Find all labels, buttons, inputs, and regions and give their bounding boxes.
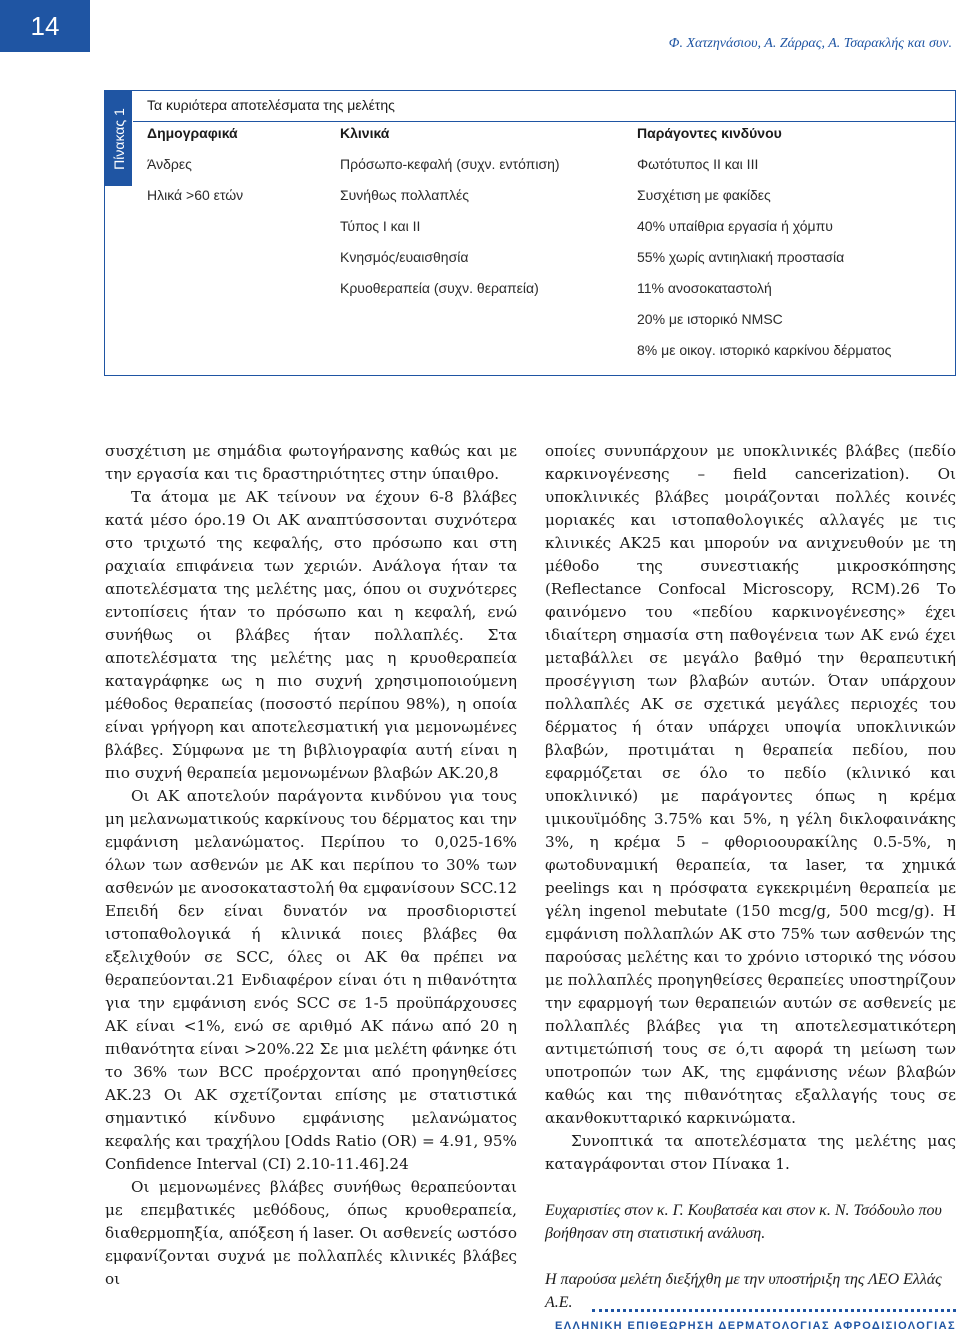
body-paragraph: οποίες συνυπάρχουν με υποκλινικές βλάβες (πεδίο καρκινογένεσης – field cancerization). Οι υποκλινικές βλάβες μοιράζονται πολλές κοινές μοριακές και ιστοπαθολογικές αλλαγές με τις κλινικές ΑΚ25 και μπορούν να ανιχνευθούν με τη μέθοδο της συνεστιακής μικροσκόπησης (Reflectance Confocal Microscopy, RCM).26 Το φαινόμενο του «πεδίου καρκινογένεσης» έχει ιδιαίτερη σημασία στη παθογένεια των ΑΚ ενώ έχει μεταβάλλει σε μεγάλο βαθμό την θεραπευτική προσέγγιση των βλαβών αυτών. Όταν υπάρχουν πολλαπλές ΑΚ σε σχετικά μεγάλες περιοχές του δέρματος ή όταν υπάρχει υποψία υποκλινικών βλαβών, προτιμάται η θεραπεία πεδίου, που εφαρμόζεται σε όλο το πεδίο (κλινικό και υποκλινικό) με παράγοντες όπως η κρέμα ιμικουϊμόδης 3.75% και 5%, η γέλη δικλοφαινάκης 3%, η κρέμα 5 – φθοριοουρακίλης 0.5-5%, η φωτοδυναμική θεραπεία, τα laser, τα χημικά peelings και η πρόσφατα εγκεκριμένη θεραπεία με γέλη ingenol mebutate (150 mcg/g, 500 mcg/g). Η εμφάνιση πολλαπλών ΑΚ στο 75% των ασθενών της παρούσας μελέτης και το χρόνιο ιστορικό της νόσου με πολλαπλές προηγηθείσες θεραπείες υποστηρίζουν την εφαρμογή των θεραπειών αυτών σε ασθενείς με πολλαπλές βλάβες για τη αποτελεσματικότερη αντιμετώπισή τους σε ό,τι αφορά τη μείωση των υποτροπών των ΑΚ, της εμφάνισης νέων βλαβών καθώς και της πιθανότητας εξαλλαγής τους σε ακανθοκυτταρικό καρκινώματα. <box>545 442 956 1127</box>
footer-dotted-rule <box>592 1309 956 1312</box>
body-paragraph: Τα άτομα με ΑΚ τείνουν να έχουν 6-8 βλάβες κατά μέσο όρο.19 Οι ΑΚ αναπτύσσονται συχνότερα στο τριχωτό της κεφαλής, στο πρόσωπο και στη ραχιαία επιφάνεια των χεριών. Ανάλογα ήταν τα αποτελέσματα της μελέτης μας, όπου οι συχνότερες εντοπίσεις ήταν το πρόσωπο και η κεφαλή, ενώ συνήθως οι βλάβες ήταν πολλαπλές. Στα αποτελέσματα της μελέτης μας η κρυοθεραπεία καταγράφηκε ως η πιο συχνή χρησιμοποιούμενη μέθοδος θεραπείας (ποσοστό περίπου 98%), η οποία είναι γρήγορη και αποτελεσματική για μεμονωμένες βλάβες. Σύμφωνα με τη βιβλιογραφία αυτή είναι η πιο συχνή θεραπεία μεμονωμένων βλαβών ΑΚ.20,8 <box>105 488 517 782</box>
table-column-header: Κλινικά <box>340 125 390 141</box>
funding-statement: Η παρούσα μελέτη διεξήχθη με την υποστήριξη της ΛΕΟ Ελλάς Α.Ε. <box>545 1271 942 1311</box>
table-cell: Τύπος Ι και ΙΙ <box>340 218 421 234</box>
running-header-authors: Φ. Χατzηνάσιου, Α. Ζάρρας, Α. Τσαρακλής και συν. <box>668 36 952 51</box>
table-cell: Κνησμός/ευαισθησία <box>340 249 469 265</box>
table-column-demographics <box>147 125 243 218</box>
body-column-right <box>545 440 956 1314</box>
table-column-header: Δημογραφικά <box>147 125 238 141</box>
table-cell: 8% με οικογ. ιστορικό καρκίνου δέρματος <box>637 342 892 358</box>
body-paragraph: Οι μεμονωμένες βλάβες συνήθως θεραπεύονται με επεμβατικές μεθόδους, όπως κρυοθεραπεία, διαθερμοπηξία, απόξεση ή laser. Οι ασθενείς ωστόσο εμφανίζονται συχνά με πολλαπλές κλινικές βλάβες οι <box>105 1178 517 1288</box>
body-column-left <box>105 440 517 1291</box>
table-column-clinical <box>340 125 560 311</box>
table-cell: Συνήθως πολλαπλές <box>340 187 469 203</box>
table-divider <box>133 121 955 122</box>
body-paragraph: Οι ΑΚ αποτελούν παράγοντα κινδύνου για τους μη μελανωματικούς καρκίνους του δέρματος και την εμφάνιση μελανώματος. Περίπου το 0,025-16% όλων των ασθενών με ΑΚ και περίπου το 30% των ασθενών με ανοσοκαταστολή θα εμφανίσουν SCC.12 Επειδή δεν είναι δυνατόν να προσδιοριστεί ιστοπαθολογικά ή κλινικά ποιες βλάβες θα εξελιχθούν σε SCC, όλες οι ΑΚ θα πρέπει να θεραπεύονται.21 Ενδιαφέρον είναι ότι η πιθανότητα για την εμφάνιση ενός SCC σε 1-5 προϋπάρχουσες ΑΚ είναι <1%, ενώ σε αριθμό ΑΚ πάνω από 20 η πιθανότητα είναι >20%.22 Σε μια μελέτη φάνηκε ότι το 36% των BCC προέρχονται από προηγηθείσες ΑΚ.23 Οι ΑΚ σχετίζονται επίσης με στατιστικά σημαντικό κίνδυνο εμφάνισης μελανώματος κεφαλής και τραχήλου [Odds Ratio (OR) = 4.91, 95% Confidence Interval (CI) 2.10-11.46].24 <box>105 787 517 1173</box>
results-table <box>104 90 956 376</box>
table-cell: Άνδρες <box>147 156 192 172</box>
table-cell: Φωτότυπος ΙΙ και ΙΙΙ <box>637 156 759 172</box>
table-cell: 55% χωρίς αντιηλιακή προστασία <box>637 249 845 265</box>
journal-footer: ΕΛΛΗΝΙΚΗ ΕΠΙΘΕΩΡΗΣΗ ΔΕΡΜΑΤΟΛΟΓΙΑΣ ΑΦΡΟΔΙΣΙΟΛΟΓΙΑΣ <box>554 1320 956 1332</box>
table-title: Τα κυριότερα αποτελέσματα της μελέτης <box>147 97 395 113</box>
table-cell: Πρόσωπο-κεφαλή (συχν. εντόπιση) <box>340 156 560 172</box>
table-cell: Κρυοθεραπεία (συχν. θεραπεία) <box>340 280 539 296</box>
table-cell: Ηλικά >60 ετών <box>147 187 244 203</box>
acknowledgement-paragraph: Ευχαριστίες στον κ. Γ. Κουβατσέα και στον κ. Ν. Τσόδουλο που βοήθησαν στη στατιστική ανάλυση. <box>545 1202 942 1242</box>
page-number: 14 <box>0 0 90 52</box>
table-label: Πίνακας 1 <box>110 107 127 170</box>
table-label-tab <box>105 91 132 186</box>
body-paragraph: συσχέτιση με σημάδια φωτογήρανσης καθώς και με την εργασία και τις δραστηριότητες στην ύπαιθρο. <box>105 442 517 483</box>
table-cell: 40% υπαίθρια εργασία ή χόμπυ <box>637 218 833 234</box>
table-column-risk-factors <box>637 125 891 373</box>
table-cell: 20% με ιστορικό NMSC <box>637 311 783 327</box>
table-cell: 11% ανοσοκαταστολή <box>637 280 772 296</box>
table-cell: Συσχέτιση με φακίδες <box>637 187 771 203</box>
body-paragraph: Συνοπτικά τα αποτελέσματα της μελέτης μας καταγράφονται στον Πίνακα 1. <box>545 1132 956 1173</box>
table-column-header: Παράγοντες κινδύνου <box>637 125 782 141</box>
